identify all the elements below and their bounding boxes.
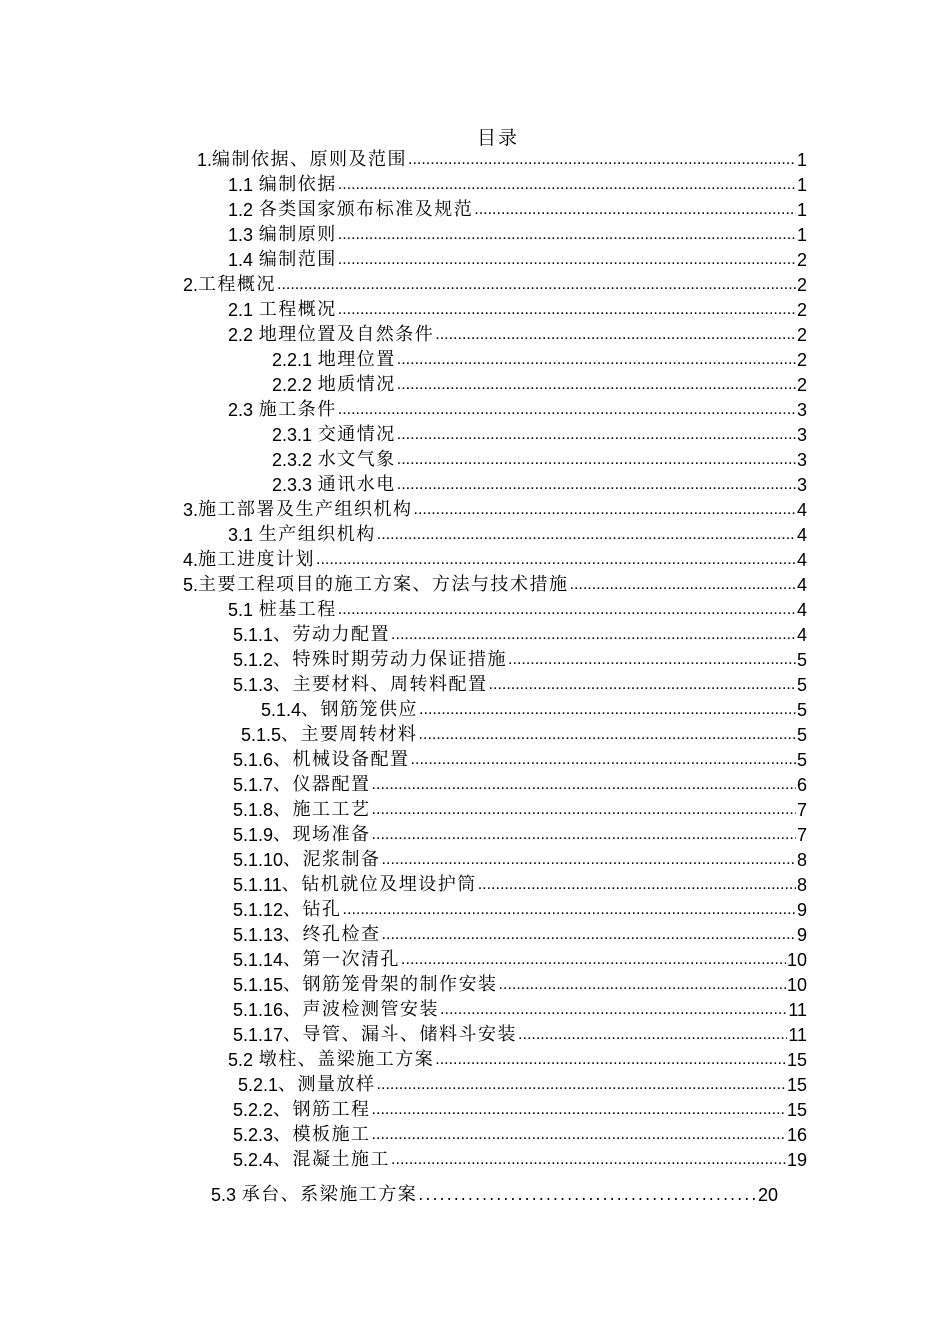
toc-entry-number: 1.2 bbox=[228, 200, 254, 220]
toc-entry-number: 5.1.6 bbox=[233, 750, 274, 770]
toc-entry-title: 墩柱、盖梁施工方案 bbox=[258, 1049, 435, 1070]
toc-entry[interactable] bbox=[233, 1148, 807, 1172]
toc-entry-page: 1 bbox=[796, 200, 807, 220]
dot-leader bbox=[435, 1048, 786, 1072]
toc-entry-title: 交通情况 bbox=[317, 424, 396, 445]
toc-entry-title: 、现场准备 bbox=[273, 824, 371, 845]
toc-entry-number: 5.1.7 bbox=[233, 775, 274, 795]
dot-leader bbox=[397, 423, 796, 447]
toc-entry-title: 、仪器配置 bbox=[273, 774, 371, 795]
toc-heading: 目录 bbox=[476, 127, 519, 149]
toc-entry-number: 5.2 bbox=[228, 1050, 254, 1070]
toc-entry-page: 7 bbox=[796, 800, 807, 820]
toc-entry-number: 2.1 bbox=[228, 300, 254, 320]
toc-entry-title: 、测量放样 bbox=[278, 1074, 376, 1095]
toc-entry-page: 8 bbox=[796, 850, 807, 870]
toc-entry-title: 地理位置及自然条件 bbox=[258, 324, 435, 345]
toc-entry[interactable] bbox=[238, 1073, 807, 1097]
toc-entry[interactable] bbox=[233, 1123, 807, 1147]
dot-leader bbox=[440, 998, 787, 1022]
toc-entry-title: 、钻孔 bbox=[283, 899, 342, 920]
toc-entry-page: 4 bbox=[796, 625, 807, 645]
toc-entry-number: 5.3 bbox=[211, 1185, 237, 1205]
toc-entry-page: 19 bbox=[786, 1150, 807, 1170]
toc-entry-title: 生产组织机构 bbox=[258, 524, 376, 545]
toc-entry[interactable] bbox=[228, 1048, 807, 1072]
toc-entry-title: 地质情况 bbox=[317, 374, 396, 395]
toc-entry-page: 2 bbox=[796, 350, 807, 370]
toc-entry-page: 11 bbox=[788, 1025, 807, 1045]
dot-leader bbox=[397, 473, 796, 497]
toc-entry-number: 5.1.13 bbox=[233, 925, 284, 945]
toc-entry-page: 9 bbox=[796, 925, 807, 945]
dot-leader bbox=[382, 848, 796, 872]
toc-entry-page: 1 bbox=[796, 175, 807, 195]
toc-entry-page: 7 bbox=[796, 825, 807, 845]
toc-entry-title: 、机械设备配置 bbox=[273, 749, 410, 770]
toc-entry-number: 3.1 bbox=[228, 525, 254, 545]
toc-entry-page: 15 bbox=[786, 1100, 807, 1120]
dot-leader bbox=[316, 548, 796, 572]
toc-entry[interactable] bbox=[261, 698, 807, 722]
toc-entry-title: 、钢筋工程 bbox=[273, 1099, 371, 1120]
toc-entry-title: 、第一次清孔 bbox=[283, 949, 401, 970]
toc-entry-number: 5.2.1 bbox=[238, 1075, 279, 1095]
toc-entry-page: 16 bbox=[786, 1125, 807, 1145]
toc-entry-title: 工程概况 bbox=[258, 299, 337, 320]
toc-entry-title: 、主要材料、周转料配置 bbox=[273, 674, 488, 695]
dot-leader bbox=[408, 148, 796, 172]
dot-leader bbox=[377, 523, 796, 547]
toc-entry-page: 8 bbox=[796, 875, 807, 895]
dot-leader bbox=[372, 773, 796, 797]
toc-entry-number: 3. bbox=[183, 500, 199, 520]
toc-entry-number: 2.2.1 bbox=[272, 350, 313, 370]
toc-entry[interactable] bbox=[228, 398, 807, 422]
toc-entry-number: 2.3 bbox=[228, 400, 254, 420]
toc-entry-title: 施工进度计划 bbox=[198, 549, 316, 570]
dot-leader bbox=[343, 898, 796, 922]
toc-entry[interactable] bbox=[241, 723, 807, 747]
toc-entry[interactable] bbox=[211, 1183, 778, 1207]
toc-entry-page: 5 bbox=[796, 700, 807, 720]
dot-leader bbox=[397, 448, 796, 472]
toc-entry-number: 2.3.1 bbox=[272, 425, 313, 445]
toc-entry-page: 15 bbox=[786, 1075, 807, 1095]
toc-entry-number: 5.1.12 bbox=[233, 900, 284, 920]
toc-entry-title: 、施工工艺 bbox=[273, 799, 371, 820]
toc-entry[interactable] bbox=[233, 948, 807, 972]
toc-entry-page: 20 bbox=[757, 1185, 778, 1205]
toc-entry-page: 1 bbox=[796, 225, 807, 245]
toc-entry[interactable] bbox=[233, 648, 807, 672]
toc-entry-page: 3 bbox=[796, 400, 807, 420]
toc-entry-number: 5.1.5 bbox=[241, 725, 282, 745]
toc-entry[interactable] bbox=[233, 798, 807, 822]
toc-entry[interactable] bbox=[233, 848, 807, 872]
dot-leader bbox=[489, 673, 796, 697]
toc-entry-number: 2.2 bbox=[228, 325, 254, 345]
toc-entry[interactable] bbox=[183, 498, 807, 522]
toc-entry-title: 、特殊时期劳动力保证措施 bbox=[273, 649, 508, 670]
toc-entry-number: 5.1.11 bbox=[233, 875, 282, 895]
toc-entry-number: 5.1 bbox=[228, 600, 254, 620]
toc-entry-number: 5.1.16 bbox=[233, 1000, 284, 1020]
toc-entry-title: 桩基工程 bbox=[258, 599, 337, 620]
toc-entry-page: 2 bbox=[796, 300, 807, 320]
toc-entry-page: 5 bbox=[796, 750, 807, 770]
toc-entry-title: 编制范围 bbox=[258, 249, 337, 270]
toc-entry-number: 5.2.2 bbox=[233, 1100, 274, 1120]
dot-leader bbox=[418, 1183, 757, 1207]
toc-entry-title: 水文气象 bbox=[317, 449, 396, 470]
toc-entry-number: 2.2.2 bbox=[272, 375, 313, 395]
toc-entry-page: 5 bbox=[796, 675, 807, 695]
dot-leader bbox=[338, 398, 796, 422]
toc-entry-page: 5 bbox=[796, 650, 807, 670]
dot-leader bbox=[277, 273, 796, 297]
toc-entry-number: 5.1.1 bbox=[233, 625, 274, 645]
toc-entry[interactable] bbox=[228, 523, 807, 547]
toc-entry-title: 施工条件 bbox=[258, 399, 337, 420]
toc-entry[interactable] bbox=[272, 473, 807, 497]
toc-entry-page: 2 bbox=[796, 250, 807, 270]
toc-entry[interactable] bbox=[233, 1098, 807, 1122]
toc-entry[interactable] bbox=[228, 223, 807, 247]
dot-leader bbox=[377, 1073, 786, 1097]
toc-entry[interactable] bbox=[272, 423, 807, 447]
dot-leader bbox=[397, 373, 796, 397]
toc-entry-title: 承台、系梁施工方案 bbox=[241, 1184, 418, 1205]
toc-entry-number: 1.3 bbox=[228, 225, 254, 245]
toc-entry[interactable] bbox=[183, 573, 807, 597]
toc-entry-number: 5.1.14 bbox=[233, 950, 284, 970]
toc-entry-number: 4. bbox=[183, 550, 199, 570]
toc-entry-page: 4 bbox=[796, 500, 807, 520]
dot-leader bbox=[338, 248, 796, 272]
toc-entry-page: 1 bbox=[796, 150, 807, 170]
toc-entry-number: 1.4 bbox=[228, 250, 254, 270]
toc-entry[interactable] bbox=[233, 773, 807, 797]
toc-entry-title: 、终孔检查 bbox=[283, 924, 381, 945]
toc-entry-title: 、钢筋笼供应 bbox=[301, 699, 419, 720]
dot-leader bbox=[338, 173, 796, 197]
toc-entry-number: 2.3.3 bbox=[272, 475, 313, 495]
toc-entry-page: 2 bbox=[796, 275, 807, 295]
toc-entry[interactable] bbox=[233, 748, 807, 772]
toc-entry[interactable] bbox=[233, 623, 807, 647]
toc-entry-number: 5.2.4 bbox=[233, 1150, 274, 1170]
dot-leader bbox=[338, 223, 796, 247]
toc-entry[interactable] bbox=[228, 248, 807, 272]
dot-leader bbox=[414, 498, 796, 522]
dot-leader bbox=[338, 298, 796, 322]
toc-entry[interactable] bbox=[183, 548, 807, 572]
toc-entry-title: 地理位置 bbox=[317, 349, 396, 370]
dot-leader bbox=[411, 748, 796, 772]
toc-entry-number: 5.1.9 bbox=[233, 825, 274, 845]
toc-entry-page: 3 bbox=[796, 425, 807, 445]
dot-leader bbox=[372, 798, 796, 822]
dot-leader bbox=[338, 598, 796, 622]
toc-entry-title: 、混凝土施工 bbox=[273, 1149, 391, 1170]
toc-entry[interactable] bbox=[197, 148, 807, 172]
dot-leader bbox=[391, 623, 796, 647]
toc-entry[interactable] bbox=[233, 898, 807, 922]
toc-entry-page: 4 bbox=[796, 525, 807, 545]
toc-entry[interactable] bbox=[272, 373, 807, 397]
toc-entry-page: 11 bbox=[788, 1000, 807, 1020]
toc-entry-page: 3 bbox=[796, 450, 807, 470]
toc-entry-title: 编制依据 bbox=[258, 174, 337, 195]
toc-entry-number: 2.3.2 bbox=[272, 450, 313, 470]
dot-leader bbox=[391, 1148, 786, 1172]
toc-entry-title: 编制依据、原则及范围 bbox=[212, 149, 408, 170]
toc-entry[interactable] bbox=[272, 448, 807, 472]
dot-leader bbox=[499, 973, 786, 997]
toc-entry-title: 工程概况 bbox=[198, 274, 277, 295]
toc-entry[interactable] bbox=[233, 823, 807, 847]
dot-leader bbox=[474, 198, 796, 222]
toc-entry-number: 5.1.15 bbox=[233, 975, 284, 995]
toc-entry-number: 5.1.8 bbox=[233, 800, 274, 820]
dot-leader bbox=[397, 348, 796, 372]
toc-entry-number: 5.1.3 bbox=[233, 675, 274, 695]
toc-entry-title: 、模板施工 bbox=[273, 1124, 371, 1145]
toc-entry-title: 各类国家颁布标准及规范 bbox=[258, 199, 474, 220]
toc-entry-title: 、声波检测管安装 bbox=[283, 999, 440, 1020]
toc-entry-number: 5.2.3 bbox=[233, 1125, 274, 1145]
dot-leader bbox=[419, 723, 796, 747]
toc-entry-number: 2. bbox=[183, 275, 199, 295]
toc-entry-page: 2 bbox=[796, 325, 807, 345]
toc-entry-page: 4 bbox=[796, 575, 807, 595]
toc-entry[interactable] bbox=[233, 873, 807, 897]
toc-entry[interactable] bbox=[233, 998, 807, 1022]
dot-leader bbox=[508, 648, 796, 672]
toc-entry[interactable] bbox=[228, 323, 807, 347]
toc-entry-title: 主要工程项目的施工方案、方法与技术措施 bbox=[198, 574, 569, 595]
toc-entry-page: 9 bbox=[796, 900, 807, 920]
dot-leader bbox=[570, 573, 796, 597]
toc-entry[interactable] bbox=[228, 598, 807, 622]
toc-entry-page: 6 bbox=[796, 775, 807, 795]
toc-entry-title: 、劳动力配置 bbox=[273, 624, 391, 645]
toc-entry-page: 5 bbox=[796, 725, 807, 745]
toc-entry[interactable] bbox=[183, 273, 807, 297]
toc-entry-title: 、泥浆制备 bbox=[283, 849, 381, 870]
dot-leader bbox=[401, 948, 786, 972]
dot-leader bbox=[419, 698, 796, 722]
toc-entry[interactable] bbox=[228, 173, 807, 197]
dot-leader bbox=[372, 1123, 786, 1147]
toc-entry-title: 通讯水电 bbox=[317, 474, 396, 495]
toc-entry-page: 15 bbox=[786, 1050, 807, 1070]
toc-entry-number: 1.1 bbox=[228, 175, 254, 195]
toc-entry[interactable] bbox=[233, 923, 807, 947]
toc-entry-page: 4 bbox=[796, 600, 807, 620]
toc-entry-number: 1. bbox=[197, 150, 213, 170]
toc-entry[interactable] bbox=[228, 198, 807, 222]
toc-entry-number: 5. bbox=[183, 575, 199, 595]
toc-entry[interactable] bbox=[233, 673, 807, 697]
toc-entry-number: 5.1.4 bbox=[261, 700, 302, 720]
toc-entry-number: 5.1.17 bbox=[233, 1025, 284, 1045]
toc-entry[interactable] bbox=[272, 348, 807, 372]
toc-entry[interactable] bbox=[233, 1023, 807, 1047]
dot-leader bbox=[478, 873, 796, 897]
dot-leader bbox=[372, 823, 796, 847]
dot-leader bbox=[518, 1023, 787, 1047]
toc-entry-number: 5.1.2 bbox=[233, 650, 274, 670]
dot-leader bbox=[382, 923, 796, 947]
toc-entry-page: 4 bbox=[796, 550, 807, 570]
toc-entry-page: 3 bbox=[796, 475, 807, 495]
toc-entry-title: 、钢筋笼骨架的制作安装 bbox=[283, 974, 498, 995]
toc-entry-title: 施工部署及生产组织机构 bbox=[198, 499, 413, 520]
dot-leader bbox=[435, 323, 796, 347]
toc-entry-title: 、钻机就位及埋设护筒 bbox=[281, 874, 477, 895]
toc-entry[interactable] bbox=[228, 298, 807, 322]
toc-entry-title: 编制原则 bbox=[258, 224, 337, 245]
toc-entry-number: 5.1.10 bbox=[233, 850, 284, 870]
toc-entry-title: 、主要周转材料 bbox=[281, 724, 418, 745]
toc-entry-page: 2 bbox=[796, 375, 807, 395]
toc-entry-page: 10 bbox=[786, 950, 807, 970]
toc-entry[interactable] bbox=[233, 973, 807, 997]
toc-entry-page: 10 bbox=[786, 975, 807, 995]
toc-entry-title: 、导管、漏斗、储料斗安装 bbox=[283, 1024, 518, 1045]
dot-leader bbox=[372, 1098, 786, 1122]
